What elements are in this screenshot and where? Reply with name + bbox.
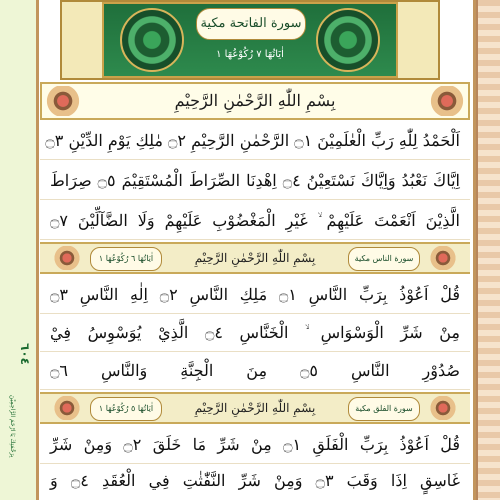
- verse-line: اِيَّاكَ نَعْبُدُ وَاِيَّاكَ نَسْتَعِيْنُ ۝٤ اِهْدِنَا الصِّرَاطَ الْمُسْتَقِيْمَ ۝٥ صِرَاطَ: [40, 162, 470, 200]
- basmala-text: بِسْمِ اللّٰهِ الرَّحْمٰنِ الرَّحِيْمِ: [194, 251, 316, 265]
- surah-title: سورة الفاتحة مكية: [196, 8, 306, 40]
- surah-title: سورة الفلق مكية: [348, 397, 420, 421]
- page-number: ٦٠٤: [18, 343, 32, 365]
- verse-line: صُدُوْرِ النَّاسِ ۝٥ مِنَ الْجِنَّةِ وَالنَّاسِ ۝٦: [40, 352, 470, 390]
- basmala-banner: [40, 82, 470, 120]
- verse-line: اَلْحَمْدُ لِلّٰهِ رَبِّ الْعٰلَمِيْنَ ۝١ الرَّحْمٰنِ الرَّحِيْمِ ۝٢ مٰلِكِ يَوْمِ الدِّيْنِ ۝٣: [40, 122, 470, 160]
- verse-line: قُلْ اَعُوْذُ بِرَبِّ النَّاسِ ۝١ مَلِكِ النَّاسِ ۝٢ اِلٰهِ النَّاسِ ۝٣: [40, 276, 470, 314]
- surah-meta: اٰيَاتُهَا ٦ رُكُوْعُهَا ١: [90, 247, 162, 271]
- rosette-icon: [46, 86, 80, 116]
- rosette-icon: [54, 396, 80, 420]
- footnote: بِرَحْمَتِكَ يَا اَرْحَمَ الرَّاحِمِيْنَ: [9, 395, 16, 458]
- surah-meta: اٰيَاتُهَا ٧ رُكُوْعُهَا ١: [216, 49, 284, 60]
- rosette-icon: [430, 86, 464, 116]
- basmala-text: بِسْمِ اللّٰهِ الرَّحْمٰنِ الرَّحِيْمِ: [174, 91, 336, 110]
- rosette-icon: [430, 396, 456, 420]
- surah-meta: اٰيَاتُهَا ٥ رُكُوْعُهَا ١: [90, 397, 162, 421]
- surah-separator-falaq: [40, 392, 470, 424]
- surah-separator-nas: [40, 242, 470, 274]
- surah-header: [60, 0, 440, 80]
- verse-line: قُلْ اَعُوْذُ بِرَبِّ الْفَلَقِ ۝١ مِنْ شَرِّ مَا خَلَقَ ۝٢ وَمِنْ شَرِّ: [40, 426, 470, 464]
- header-banner: [102, 2, 398, 78]
- verse-line: مِنْ شَرِّ الْوَسْوَاسِ ۙ الْخَنَّاسِ ۝٤ الَّذِيْ يُوَسْوِسُ فِيْ: [40, 314, 470, 352]
- basmala-text: بِسْمِ اللّٰهِ الرَّحْمٰنِ الرَّحِيْمِ: [194, 401, 316, 415]
- verse-line: الَّذِيْنَ اَنْعَمْتَ عَلَيْهِمْ ۙ غَيْرِ الْمَغْضُوْبِ عَلَيْهِمْ وَلَا الضَّآلِّيْنَ ۝٧: [40, 202, 470, 240]
- rosette-icon: [54, 246, 80, 270]
- medallion-right-icon: [316, 8, 380, 72]
- medallion-left-icon: [120, 8, 184, 72]
- rosette-icon: [430, 246, 456, 270]
- decorative-border-right: [476, 0, 500, 500]
- verse-line: غَاسِقٍ اِذَا وَقَبَ ۝٣ وَمِنْ شَرِّ النَّفّٰثٰتِ فِي الْعُقَدِ ۝٤ وَ: [50, 471, 461, 490]
- surah-title: سورة الناس مكية: [348, 247, 420, 271]
